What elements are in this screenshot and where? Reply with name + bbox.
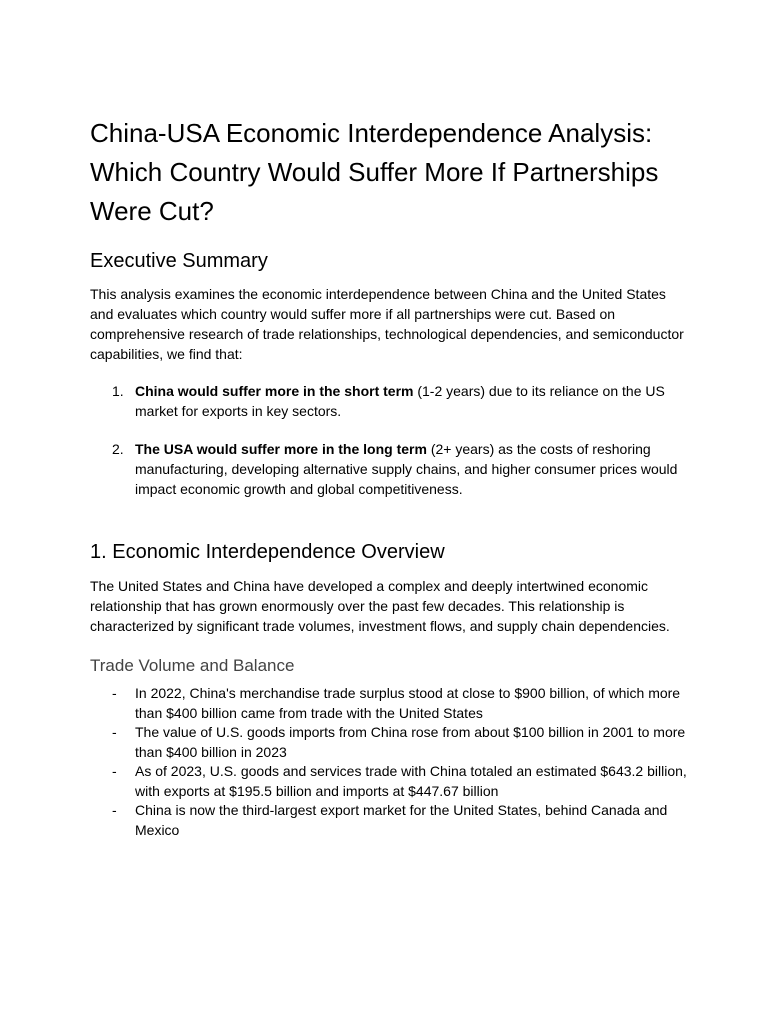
finding-detail: (2+ years) as the costs of reshoring manufacturing, developing alternative supply chains, and higher consumer prices would impact economic growth and global competitiveness. (135, 441, 678, 497)
executive-summary-heading: Executive Summary (90, 250, 268, 272)
list-item (90, 723, 690, 762)
list-item-text: China is now the third-largest export market for the United States, behind Canada and Mexico (135, 802, 668, 838)
bullet-marker: - (112, 724, 117, 740)
trade-volume-heading: Trade Volume and Balance (90, 656, 295, 675)
finding-text (135, 381, 685, 421)
finding-detail: (1-2 years) due to its reliance on the US market for exports in key sectors. (135, 383, 665, 419)
trade-volume-list (90, 684, 690, 840)
bullet-marker: - (112, 802, 117, 818)
document-title: China-USA Economic Interdependence Analysis: Which Country Would Suffer More If Partnerships Were Cut? (90, 118, 659, 226)
finding-item (90, 439, 690, 499)
finding-text (135, 439, 685, 499)
finding-item (90, 381, 690, 421)
bullet-marker: - (112, 763, 117, 779)
list-item-text: In 2022, China's merchandise trade surplus stood at close to $900 billion, of which more than $400 billion came from trade with the United States (135, 685, 681, 721)
executive-summary-intro: This analysis examines the economic interdependence between China and the United States and evaluates which country would suffer more if all partnerships were cut. Based on comprehensive research of trade relationships, technological dependencies, and semiconductor capabilities, we find that: (90, 286, 684, 362)
section1-heading: 1. Economic Interdependence Overview (90, 541, 445, 563)
finding-bold-lead: The USA would suffer more in the long term (135, 441, 427, 457)
finding-number: 1. (112, 383, 124, 399)
list-item-text: As of 2023, U.S. goods and services trade with China totaled an estimated $643.2 billion, with exports at $195.5 billion and imports at $447.67 billion (135, 763, 687, 799)
list-item (90, 684, 690, 723)
list-item-text: The value of U.S. goods imports from China rose from about $100 billion in 2001 to more than $400 billion in 2023 (135, 724, 686, 760)
finding-number: 2. (112, 441, 124, 457)
bullet-marker: - (112, 685, 117, 701)
list-item (90, 801, 690, 840)
list-item (90, 762, 690, 801)
finding-bold-lead: China would suffer more in the short term (135, 383, 414, 399)
section1-intro: The United States and China have developed a complex and deeply intertwined economic relationship that has grown enormously over the past few decades. This relationship is characterized by significant trade volumes, investment flows, and supply chain dependencies. (90, 578, 670, 634)
